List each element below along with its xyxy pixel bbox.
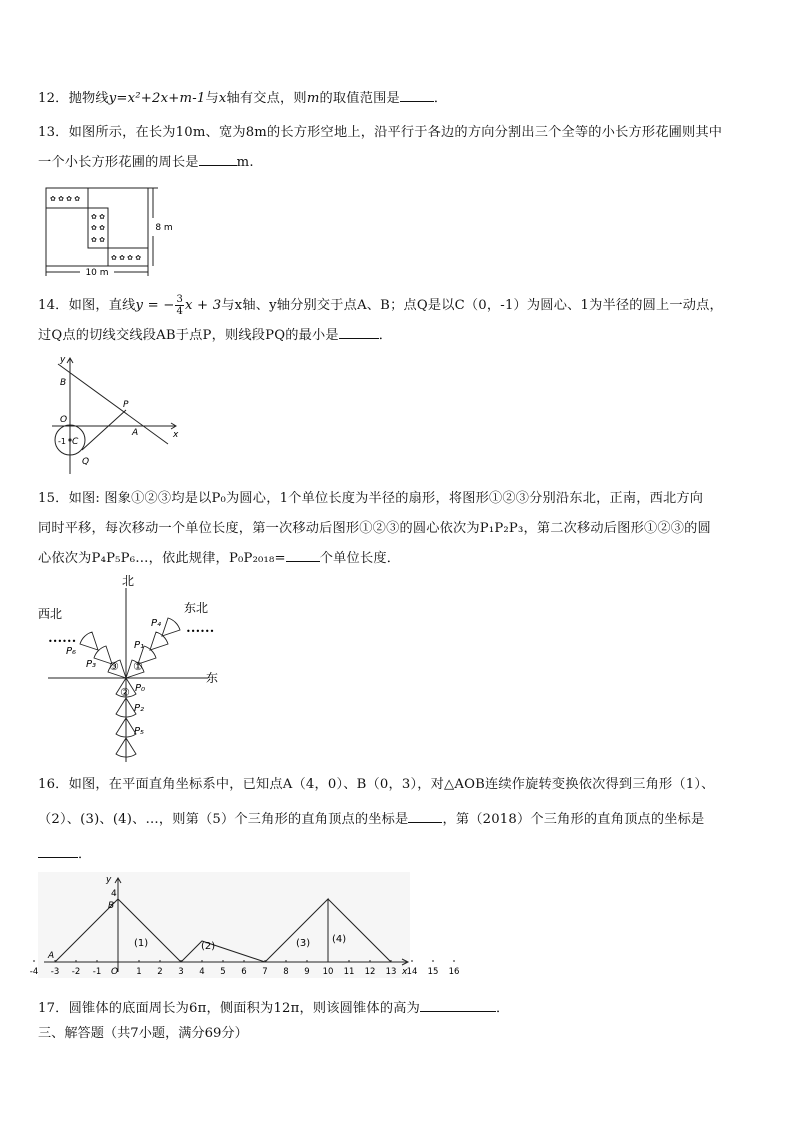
q16-tick-label: 5 bbox=[220, 967, 226, 977]
q14-x-term: x + 3 bbox=[185, 298, 222, 313]
q14-line2 bbox=[38, 321, 760, 351]
question-12 bbox=[38, 84, 760, 114]
q13-line2-text: 一个小长方形花圃的周长是 bbox=[38, 155, 199, 170]
q15-label-east: 东 bbox=[206, 671, 219, 685]
svg-text:✿ ✿: ✿ ✿ bbox=[91, 236, 105, 244]
q15-compass-figure bbox=[36, 574, 226, 764]
q12-number: 12． bbox=[38, 91, 69, 106]
q16-answer-blank-1[interactable] bbox=[408, 808, 442, 823]
q16-tick-label: 3 bbox=[178, 967, 184, 977]
q14-frac-den: 4 bbox=[176, 306, 184, 317]
q12-axis: x bbox=[218, 91, 227, 106]
q14-label-q: Q bbox=[82, 457, 90, 467]
q14-fraction bbox=[175, 294, 184, 317]
q16-tick-label: -1 bbox=[92, 967, 102, 977]
q14-label-y: y bbox=[60, 355, 66, 365]
q12-end: ． bbox=[433, 91, 448, 106]
q16-label-b: B bbox=[108, 901, 115, 911]
q12-var: m bbox=[306, 91, 320, 106]
q17-text: 17．圆锥体的底面周长为6π，侧面积为12π，则该圆锥体的高为 bbox=[38, 1001, 420, 1016]
q16-label-a: A bbox=[48, 951, 55, 961]
q14-geometry-figure bbox=[48, 354, 184, 478]
q14-line2-text: 过Q点的切线交线段AB于点P，则线段PQ的最小是 bbox=[38, 328, 339, 343]
q16-label-t4: (4) bbox=[332, 934, 347, 945]
q16-label-y: y bbox=[106, 875, 112, 885]
q12-text: 抛物线 bbox=[68, 91, 109, 106]
q16-label-4: 4 bbox=[111, 889, 117, 899]
q15-label-p0: P₀ bbox=[135, 683, 146, 694]
question-13 bbox=[38, 118, 760, 178]
q15-line3-text: 心依次为P₄P₅P₆…，依此规律，P₀P₂₀₁₈= bbox=[38, 551, 286, 566]
q14-label-b: B bbox=[60, 378, 67, 388]
q14-y: y bbox=[135, 298, 144, 313]
q16-tick-label: 1 bbox=[136, 967, 142, 977]
q16-tick-label: 13 bbox=[385, 967, 397, 977]
q14-tangent-pq bbox=[82, 410, 126, 450]
q16-tick-label: 16 bbox=[448, 967, 460, 977]
q13-width-label: 10 m bbox=[85, 268, 109, 278]
question-16 bbox=[38, 770, 760, 870]
q14-text: 14．如图，直线 bbox=[38, 298, 136, 313]
q16-line3 bbox=[38, 840, 760, 870]
q15-label-north: 北 bbox=[122, 574, 135, 588]
q16-label-x: x bbox=[402, 967, 408, 977]
q16-line1: 16．如图，在平面直角坐标系中，已知点A（4，0）、B（0，3），对△AOB连续作旋转变换依次得到三角形（1）、 bbox=[38, 777, 715, 792]
q16-tick-label: 10 bbox=[322, 967, 334, 977]
q16-line3-end: ． bbox=[78, 847, 92, 862]
svg-text:✿ ✿ ✿ ✿: ✿ ✿ ✿ ✿ bbox=[111, 254, 142, 262]
q16-tick-label: -3 bbox=[50, 967, 60, 977]
q15-label-sector2: ② bbox=[120, 686, 130, 699]
q15-ne-dots: •••••• bbox=[186, 627, 215, 636]
q17-end: ． bbox=[495, 1001, 510, 1016]
q14-line1 bbox=[38, 291, 760, 321]
q16-tick-label: 9 bbox=[304, 967, 310, 977]
flower-marks bbox=[50, 195, 141, 262]
q16-label-t2: (2) bbox=[201, 941, 216, 952]
q15-label-northwest: 西北 bbox=[38, 607, 63, 621]
q12-text-post: 轴有交点，则 bbox=[226, 91, 307, 106]
q16-line2-mid: ，第（2018）个三角形的直角顶点的坐标是 bbox=[442, 812, 705, 827]
q16-tick-label: 14 bbox=[406, 967, 418, 977]
q12-text-mid: 与 bbox=[205, 91, 219, 106]
q14-frac-num: 3 bbox=[176, 294, 184, 305]
q13-line2 bbox=[38, 148, 760, 178]
question-17 bbox=[38, 994, 760, 1024]
q16-tick-label: 12 bbox=[364, 967, 376, 977]
q14-label-c: C bbox=[72, 437, 79, 447]
q13-garden-figure bbox=[40, 184, 180, 280]
q16-tick-label: -2 bbox=[71, 967, 81, 977]
sector-1-next bbox=[162, 618, 180, 636]
q16-tick-label: 7 bbox=[262, 967, 268, 977]
q14-eq: = − bbox=[143, 298, 175, 313]
q15-line2: 同时平移，每次移动一个单位长度，第一次移动后图形①②③的圆心依次为P₁P₂P₃，第二次移动后图形①②③的圆 bbox=[38, 521, 711, 536]
q14-label-a: A bbox=[132, 428, 139, 438]
q16-label-t3: (3) bbox=[296, 938, 311, 949]
q13-answer-blank[interactable] bbox=[199, 151, 237, 166]
q15-line1: 15．如图: 图象①②③均是以P₀为圆心，1个单位长度为半径的扇形，将图形①②③分别沿东北，正南，西北方向 bbox=[38, 491, 704, 506]
question-14 bbox=[38, 291, 760, 351]
q15-label-p5: P₅ bbox=[134, 726, 145, 737]
q13-height-label: 8 m bbox=[155, 223, 173, 233]
q16-label-t1: (1) bbox=[134, 938, 149, 949]
q15-line3-end: 个单位长度． bbox=[319, 551, 401, 566]
question-15 bbox=[38, 484, 760, 574]
q15-label-p1: P₁ bbox=[134, 640, 145, 651]
q12-answer-blank[interactable] bbox=[400, 87, 434, 102]
q15-answer-blank[interactable] bbox=[286, 547, 320, 562]
q16-tick-label: 4 bbox=[199, 967, 205, 977]
q14-label-p: P bbox=[123, 400, 129, 410]
q16-tick-label: -4 bbox=[29, 967, 39, 977]
svg-text:✿ ✿: ✿ ✿ bbox=[91, 224, 105, 232]
q16-tick-label: 8 bbox=[283, 967, 289, 977]
q16-line2 bbox=[38, 805, 760, 835]
q14-line2-end: ． bbox=[378, 328, 393, 343]
q15-label-p2: P₂ bbox=[134, 703, 145, 714]
q16-tick-label: 6 bbox=[241, 967, 247, 977]
q16-answer-blank-2[interactable] bbox=[38, 843, 78, 858]
q14-label-o: O bbox=[60, 415, 68, 425]
q13-line2-end: m. bbox=[236, 155, 254, 170]
q16-line2-text: （2）、(3)、(4)、…，则第（5）个三角形的直角顶点的坐标是 bbox=[38, 812, 409, 827]
q13-line1: 13．如图所示，在长为10m、宽为8m的长方形空地上，沿平行于各边的方向分割出三个全等的小长方形花圃则其中 bbox=[38, 125, 723, 140]
q14-line1-post: 与x轴、y轴分别交于点A、B；点Q是以C（0，-1）为圆心、1为半径的圆上一动点， bbox=[221, 298, 723, 313]
q12-formula: y=x²+2x+m-1 bbox=[108, 91, 206, 106]
svg-text:✿ ✿: ✿ ✿ bbox=[91, 213, 105, 221]
q15-label-sector1: ① bbox=[133, 660, 143, 673]
q14-line-ab bbox=[58, 364, 168, 444]
q15-nw-dots: •••••• bbox=[48, 637, 77, 646]
section-3-heading: 三、解答题（共7小题，满分69分） bbox=[38, 1026, 248, 1041]
q16-tick-label: 11 bbox=[343, 967, 355, 977]
svg-text:✿ ✿ ✿ ✿: ✿ ✿ ✿ ✿ bbox=[50, 195, 81, 203]
q16-tick-label: 15 bbox=[427, 967, 439, 977]
q14-answer-blank[interactable] bbox=[339, 324, 379, 339]
q16-rotation-figure bbox=[29, 872, 460, 978]
q14-label-x: x bbox=[173, 430, 179, 440]
q15-label-sector3: ③ bbox=[109, 660, 119, 673]
q16-label-o: O bbox=[111, 967, 119, 977]
q15-line3 bbox=[38, 544, 760, 574]
q15-label-p6: P₆ bbox=[66, 646, 77, 657]
q15-label-p4: P₄ bbox=[151, 618, 162, 629]
q15-label-p3: P₃ bbox=[86, 659, 97, 670]
q16-tick-label: 2 bbox=[157, 967, 163, 977]
q15-label-northeast: 东北 bbox=[184, 601, 209, 615]
q12-text-post2: 的取值范围是 bbox=[319, 91, 400, 106]
sector-3-p6 bbox=[80, 632, 98, 650]
q14-label-neg1: -1 bbox=[58, 437, 66, 446]
q17-answer-blank[interactable] bbox=[420, 997, 496, 1012]
